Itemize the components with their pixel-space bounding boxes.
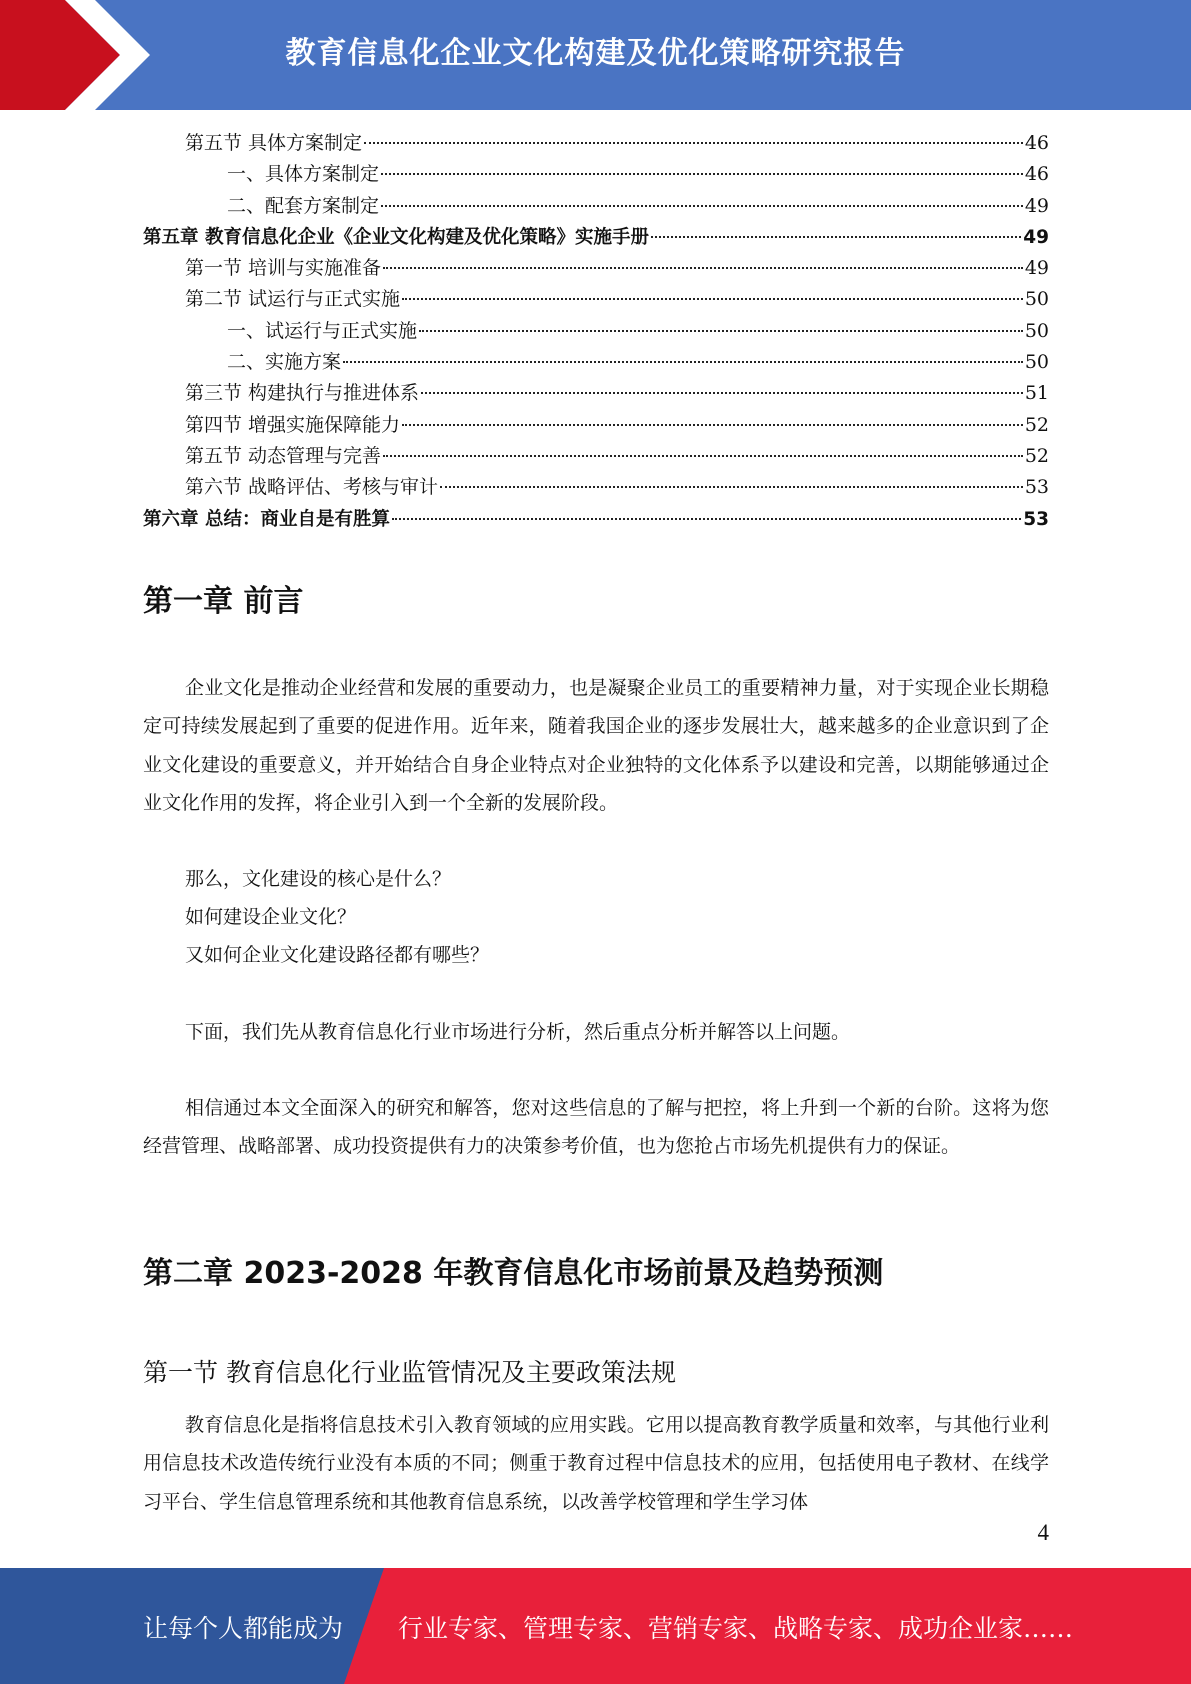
toc-entry-label: 第四节 增强实施保障能力 (185, 413, 401, 436)
toc-leader-dots (343, 361, 1023, 363)
chapter-1-paragraph-1: 企业文化是推动企业经营和发展的重要动力，也是凝聚企业员工的重要精神力量，对于实现企业长期稳定可持续发展起到了重要的促进作用。近年来，随着我国企业的逐步发展壮大，越来越多的企业意识到了企业文化建设的重要意义，并开始结合自身企业特点对企业独特的文化体系予以建设和完善，以期能够通过企业文化作用的发挥，将企业引入到一个全新的发展阶段。 (143, 677, 1049, 814)
toc-entry-page: 50 (1024, 288, 1049, 311)
toc-entry[interactable] (143, 222, 1049, 253)
question-2: 如何建设企业文化？ (185, 906, 357, 928)
toc-leader-dots (421, 392, 1023, 394)
toc-entry-page: 49 (1024, 257, 1049, 280)
toc-entry-label: 二、实施方案 (227, 351, 342, 374)
toc-entry-label: 第五节 具体方案制定 (185, 132, 363, 154)
toc-entry-page: 52 (1024, 444, 1049, 467)
question-3: 又如何企业文化建设路径都有哪些？ (185, 944, 490, 966)
toc-leader-dots (383, 267, 1023, 269)
page-footer (0, 1568, 1191, 1684)
toc-entry-page: 50 (1024, 319, 1049, 342)
chapter-2-heading: 第二章 2023-2028 年教育信息化市场前景及趋势预测 (143, 1256, 884, 1291)
toc-entry-page: 46 (1024, 132, 1049, 154)
footer-slogan-left: 让每个人都能成为 (143, 1614, 344, 1643)
toc-entry-label: 第一节 培训与实施准备 (185, 257, 382, 280)
toc-entry-label: 一、具体方案制定 (227, 163, 380, 186)
toc-entry[interactable] (143, 472, 1049, 503)
toc-leader-dots (440, 486, 1023, 488)
toc-entry-page: 49 (1024, 194, 1049, 217)
toc-entry-page: 53 (1023, 508, 1049, 530)
chapter-1-paragraph-2: 下面，我们先从教育信息化行业市场进行分析，然后重点分析并解答以上问题。 (185, 1021, 851, 1043)
chapter-1-paragraph-3: 相信通过本文全面深入的研究和解答，您对这些信息的了解与把控，将上升到一个新的台阶。这将为您经营管理、战略部署、成功投资提供有力的决策参考价值，也为您抢占市场先机提供有力的保证。 (143, 1097, 1049, 1158)
toc-entry[interactable] (143, 159, 1049, 190)
toc-leader-dots (364, 142, 1023, 144)
toc-entry-label: 第五章 教育信息化企业《企业文化构建及优化策略》实施手册 (143, 226, 649, 248)
toc-entry-label: 第六节 战略评估、考核与审计 (185, 476, 439, 499)
toc-entry[interactable] (143, 441, 1049, 472)
document-title: 教育信息化企业文化构建及优化策略研究报告 (285, 36, 906, 71)
table-of-contents (143, 128, 1049, 535)
toc-entry[interactable] (143, 284, 1049, 315)
toc-entry[interactable] (143, 191, 1049, 222)
toc-entry[interactable] (143, 128, 1049, 159)
toc-entry-page: 52 (1024, 413, 1049, 436)
toc-entry-label: 第二节 试运行与正式实施 (185, 288, 401, 311)
footer-slogan-right: 行业专家、管理专家、营销专家、战略专家、成功企业家…… (398, 1614, 1074, 1643)
toc-entry-label: 第三节 构建执行与推进体系 (185, 382, 420, 405)
toc-entry-label: 第五节 动态管理与完善 (185, 444, 382, 467)
toc-entry[interactable] (143, 410, 1049, 441)
toc-entry-page: 46 (1024, 163, 1049, 186)
toc-leader-dots (651, 236, 1021, 238)
toc-entry-label: 第六章 总结：商业自是有胜算 (143, 508, 390, 530)
toc-entry-page: 51 (1024, 382, 1049, 405)
section-1-heading: 第一节 教育信息化行业监管情况及主要政策法规 (143, 1358, 676, 1387)
question-1: 那么，文化建设的核心是什么？ (185, 868, 452, 890)
toc-leader-dots (383, 455, 1023, 457)
toc-leader-dots (402, 298, 1023, 300)
toc-entry-label: 二、配套方案制定 (227, 194, 380, 217)
toc-entry[interactable] (143, 378, 1049, 409)
toc-leader-dots (402, 424, 1023, 426)
toc-entry-label: 一、试运行与正式实施 (227, 319, 418, 342)
toc-entry[interactable] (143, 253, 1049, 284)
toc-entry-page: 49 (1023, 226, 1049, 248)
toc-entry[interactable] (143, 347, 1049, 378)
toc-entry-page: 50 (1024, 351, 1049, 374)
page-header (0, 0, 1191, 110)
toc-entry[interactable] (143, 316, 1049, 347)
toc-leader-dots (419, 330, 1023, 332)
chapter-1-heading: 第一章 前言 (143, 584, 304, 619)
toc-leader-dots (381, 173, 1023, 175)
toc-leader-dots (392, 518, 1021, 520)
toc-entry[interactable] (143, 504, 1049, 535)
toc-leader-dots (381, 205, 1023, 207)
page-number: 4 (1037, 1520, 1049, 1545)
chapter-2-paragraph-1: 教育信息化是指将信息技术引入教育领域的应用实践。它用以提高教育教学质量和效率，与其他行业利用信息技术改造传统行业没有本质的不同；侧重于教育过程中信息技术的应用，包括使用电子教材、在线学习平台、学生信息管理系统和其他教育信息系统，以改善学校管理和学生学习体 (143, 1414, 1049, 1513)
toc-entry-page: 53 (1024, 476, 1049, 499)
